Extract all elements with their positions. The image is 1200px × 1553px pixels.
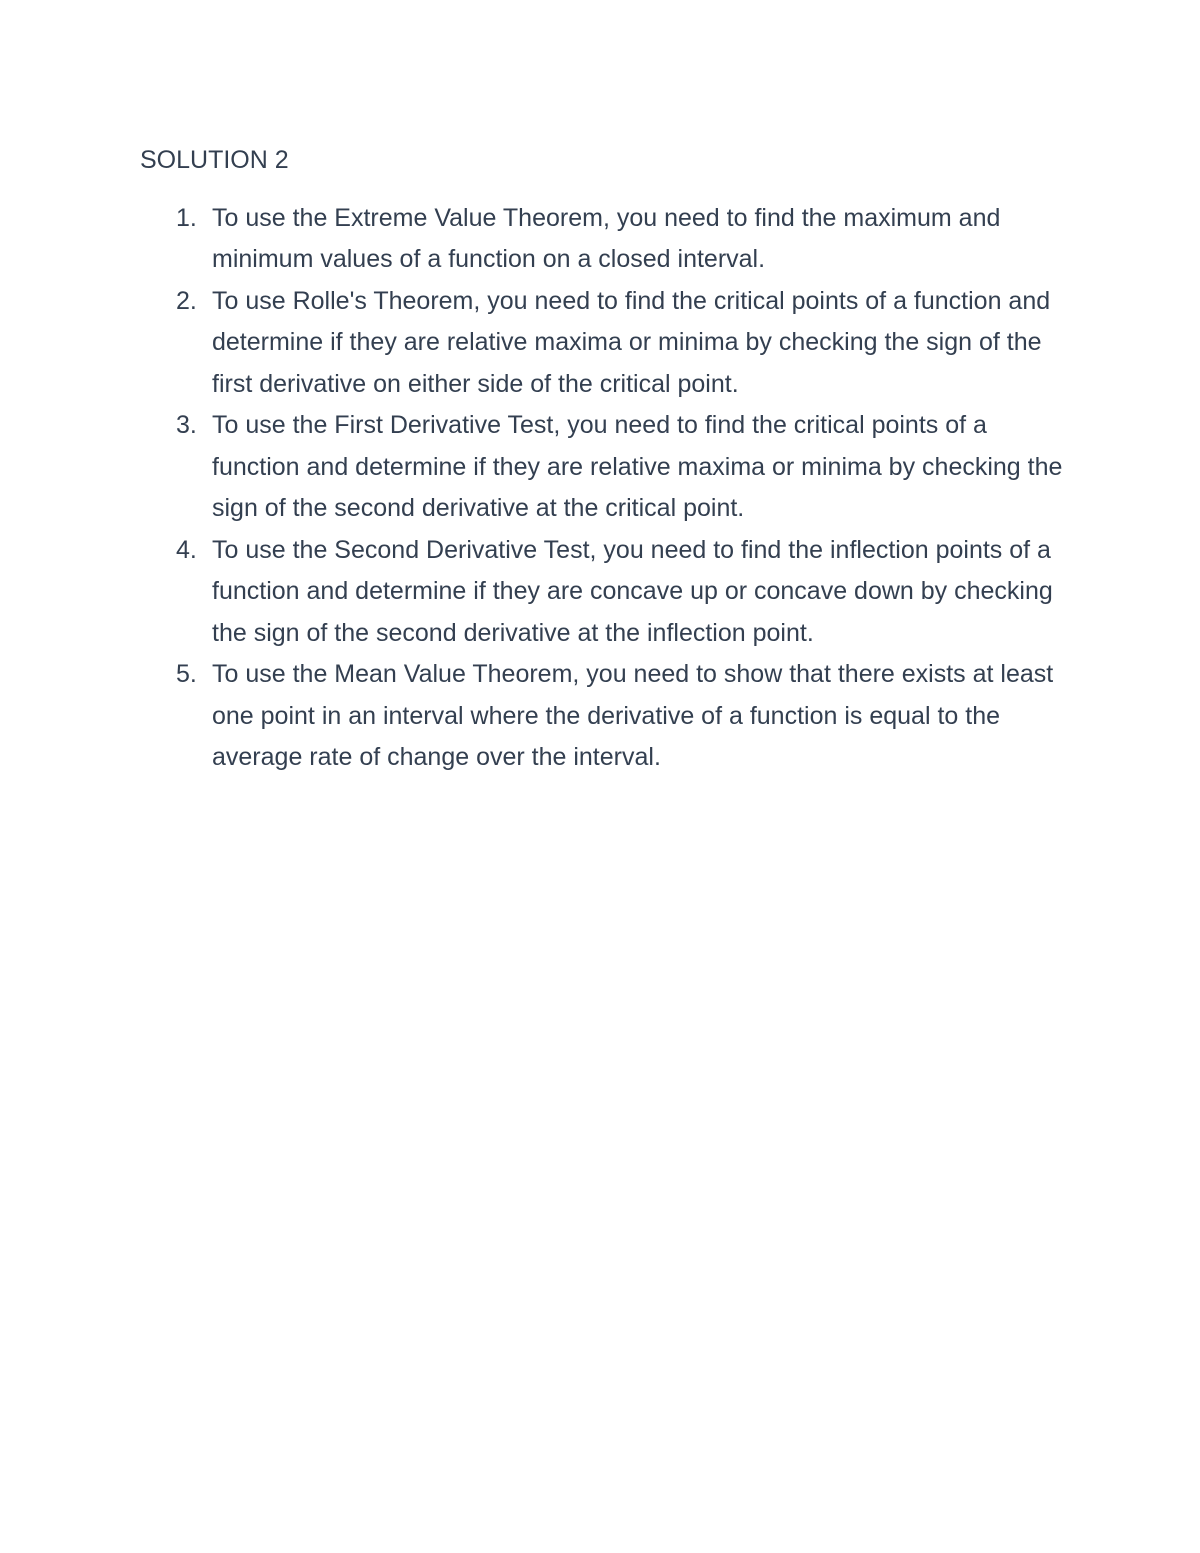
list-item-number: 3. xyxy=(176,411,197,439)
list-item-text: To use Rolle's Theorem, you need to find the critical points of a function and determine if they are relative maxima or minima by checking the sign of the first derivative on either side of the critical point. xyxy=(212,286,1051,398)
list-item xyxy=(140,654,1065,779)
list-item xyxy=(140,530,1065,655)
list-item xyxy=(140,405,1065,530)
list-item-number: 1. xyxy=(176,203,197,232)
solution-heading: SOLUTION 2 xyxy=(140,146,289,174)
list-item-text: To use the First Derivative Test, you need to find the critical points of a function and determine if they are relative maxima or minima by checking the sign of the second derivative at the critical point. xyxy=(212,411,1063,522)
solution-list xyxy=(140,198,1065,779)
list-item-text: To use the Second Derivative Test, you need to find the inflection points of a function and determine if they are concave up or concave down by checking the sign of the second derivative at the inflection point. xyxy=(212,535,1053,647)
list-item-number: 4. xyxy=(176,535,197,564)
list-item-text: To use the Extreme Value Theorem, you need to find the maximum and minimum values of a function on a closed interval. xyxy=(212,203,1001,273)
list-item-number: 2. xyxy=(176,286,197,315)
list-item-number: 5. xyxy=(176,660,197,688)
list-item-text: To use the Mean Value Theorem, you need to show that there exists at least one point in an interval where the derivative of a function is equal to the average rate of change over the interval. xyxy=(212,660,1054,771)
document-content xyxy=(140,140,1065,779)
list-item xyxy=(140,198,1065,281)
list-item xyxy=(140,281,1065,406)
